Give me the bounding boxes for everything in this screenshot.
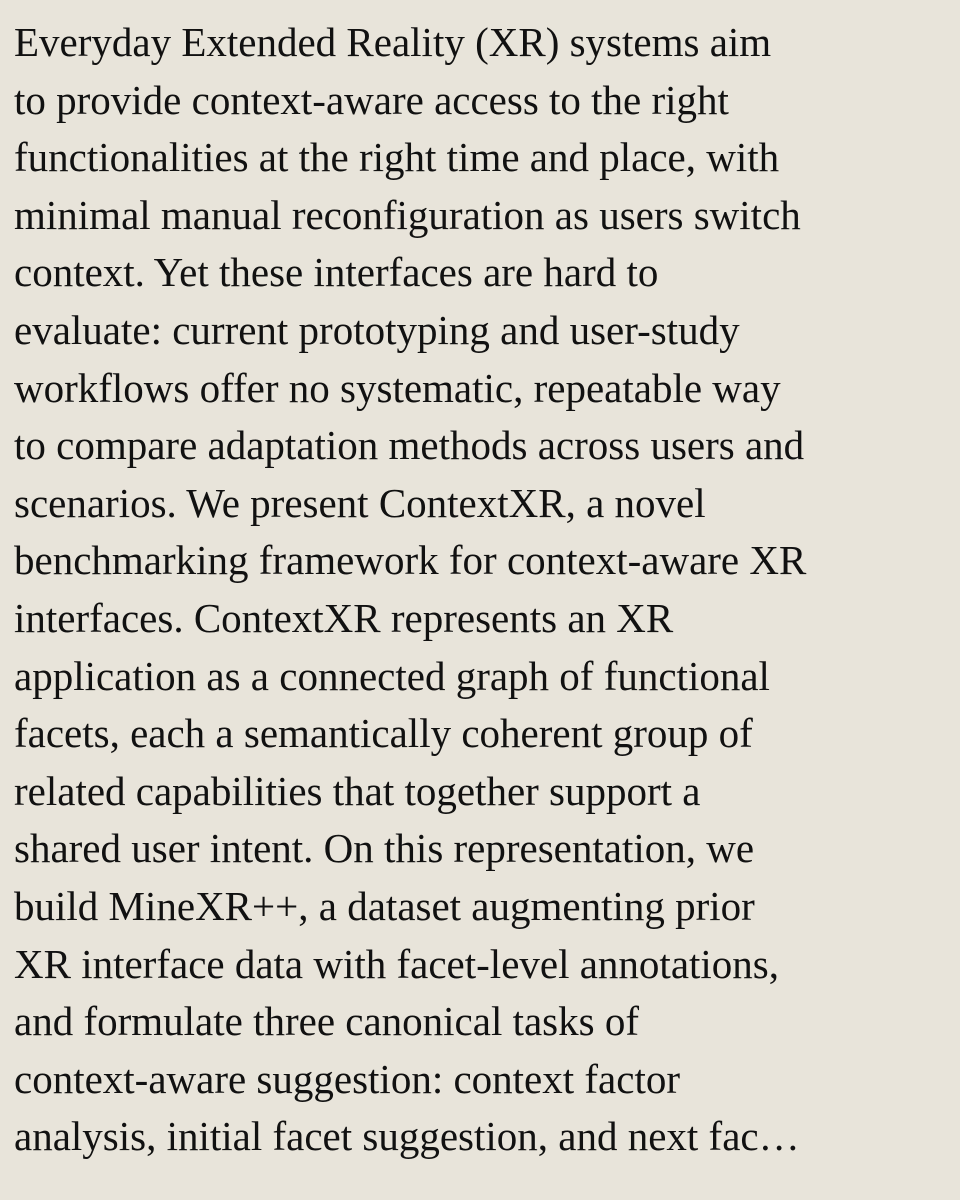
abstract-line-14: related capabilities that together support a (14, 767, 701, 814)
abstract-line-10: benchmarking framework for context-aware XR (14, 537, 807, 584)
abstract-line-13: facets, each a semantically coherent group of (14, 710, 753, 757)
abstract-text (14, 14, 960, 1166)
abstract-line-12: application as a connected graph of functional (14, 652, 770, 699)
abstract-line-15: shared user intent. On this representation, we (14, 825, 755, 872)
abstract-line-3: functionalities at the right time and place, with (14, 134, 780, 181)
abstract-line-8: to compare adaptation methods across users and (14, 422, 805, 469)
abstract-line-2: to provide context-aware access to the right (14, 76, 729, 123)
abstract-line-9: scenarios. We present ContextXR, a novel (14, 479, 706, 526)
abstract-line-1: Everyday Extended Reality (XR) systems aim (14, 19, 772, 65)
abstract-line-17: XR interface data with facet-level annotations, (14, 940, 780, 987)
abstract-line-19: context-aware suggestion: context factor (14, 1055, 680, 1102)
abstract-line-16: build MineXR++, a dataset augmenting prior (14, 882, 755, 929)
abstract-line-7: workflows offer no systematic, repeatable way (14, 364, 781, 411)
abstract-line-6: evaluate: current prototyping and user-study (14, 306, 740, 353)
abstract-line-20: analysis, initial facet suggestion, and next fac… (14, 1113, 800, 1160)
abstract-line-5: context. Yet these interfaces are hard to (14, 249, 659, 296)
abstract-line-4: minimal manual reconfiguration as users switch (14, 191, 801, 238)
abstract-line-18: and formulate three canonical tasks of (14, 998, 639, 1045)
abstract-line-11: interfaces. ContextXR represents an XR (14, 594, 674, 641)
